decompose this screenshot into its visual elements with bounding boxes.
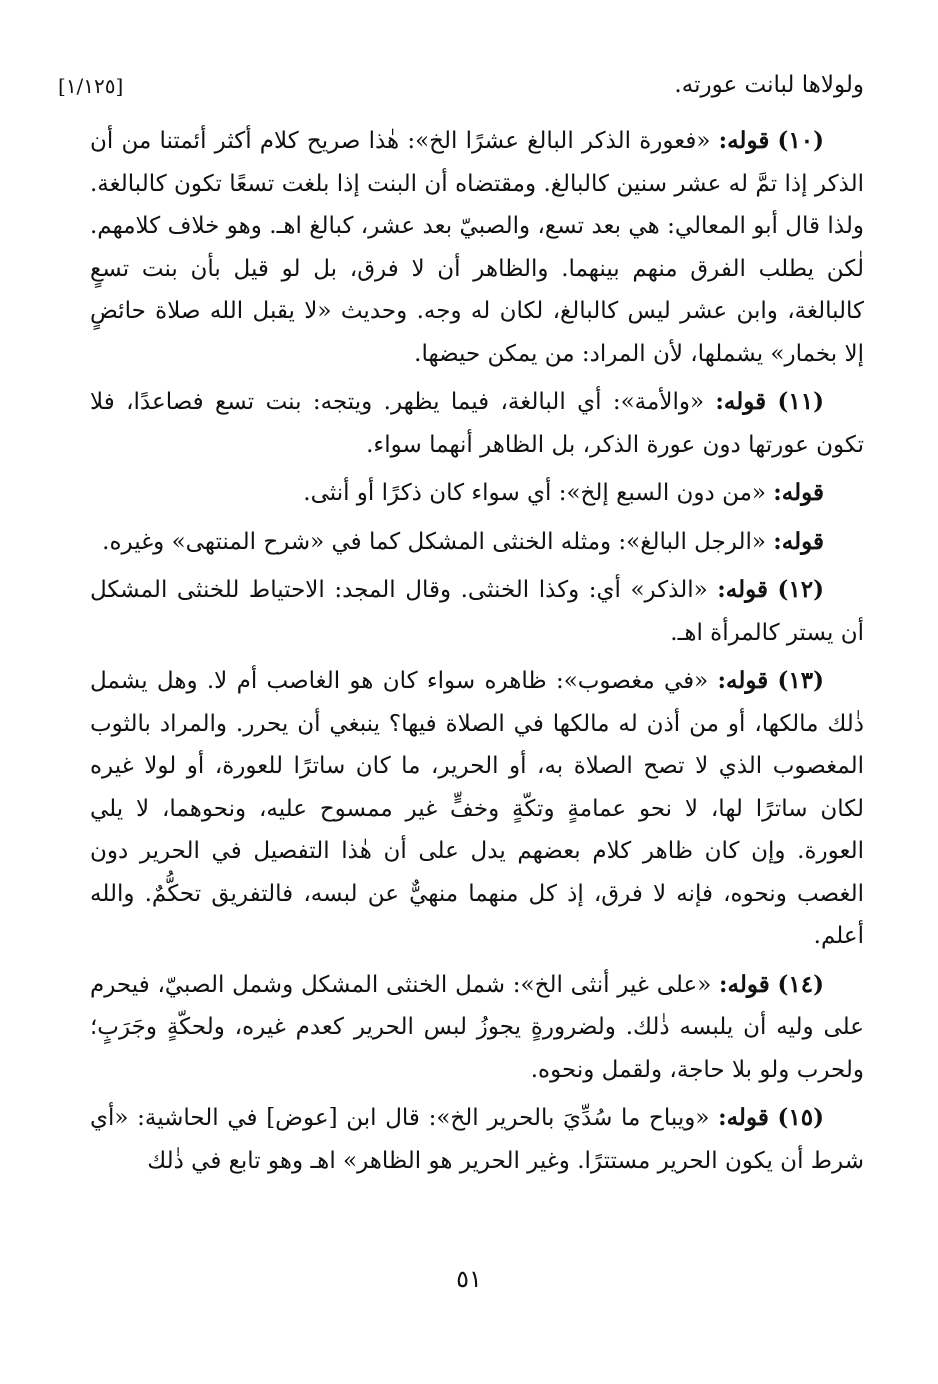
running-text: ولولاها لبانت عورته. (674, 72, 864, 98)
note-number: (١١) (777, 388, 825, 415)
note-number: (١٢) (777, 576, 825, 603)
paragraph-14 (90, 964, 864, 1092)
note-keyword: قوله: (715, 388, 767, 415)
paragraph-text: «والأمة»: أي البالغة، فيما يظهر. ويتجه: بنت تسع فصاعدًا، فلا تكون عورتها دون عورة الذكر، بل الظاهر أنهما سواء. (90, 389, 864, 458)
paragraph-11b (90, 472, 864, 515)
page-number: ٥١ (456, 1265, 482, 1293)
note-keyword: قوله: (718, 127, 770, 154)
paragraph-text: «فعورة الذكر البالغ عشرًا الخ»: هٰذا صريح كلام أكثر أئمتنا من أن الذكر إذا تمَّ له عشر سنين كالبالغ. ومقتضاه أن البنت إذا بلغت تسعًا تكون كالبالغة. ولذا قال أبو المعالي: هي بعد تسع، والصبيّ بعد عشر، كبالغ اهـ. وهو خلاف كلامهم. لٰكن يطلب الفرق منهم بينهما. والظاهر أن لا فرق، بل لو قيل بأن بنت تسعٍ كالبالغة، وابن عشر ليس كالبالغ، لكان له وجه. وحديث «لا يقبل الله صلاة حائضٍ إلا بخمار» يشملها، لأن المراد: من يمكن حيضها. (90, 128, 864, 367)
note-keyword: قوله: (773, 479, 824, 506)
note-number: (١٥) (777, 1104, 824, 1131)
paragraph-text: «في مغصوب»: ظاهره سواء كان هو الغاصب أم لا. وهل يشمل ذٰلك مالكها، أو من أذن له مالكها في الصلاة فيها؟ ينبغي أن يحرر. والمراد بالثوب المغصوب الذي لا تصح الصلاة به، أو الحرير، ما كان ساترًا للعورة، أو لولا غيره لكان ساترًا لها، لا نحو عمامةٍ وتكّةٍ وخفٍّ غير ممسوح عليه، ونحوهما، لا يلي العورة. وإن كان ظاهر كلام بعضهم يدل على أن هٰذا التفصيل في الحرير دون الغصب ونحوه، فإنه لا فرق، إذ كل منهما منهيٌّ عن لبسه، فالتفريق تحكُّمٌ. والله أعلم. (90, 668, 864, 949)
page-footer (0, 1265, 938, 1293)
note-keyword: قوله: (717, 667, 769, 694)
page-header (58, 72, 864, 112)
paragraph-text: «ويباح ما سُدِّيَ بالحرير الخ»: قال ابن [عوض] في الحاشية: «أي شرط أن يكون الحرير مستترًا. وغير الحرير هو الظاهر» اهـ وهو تابع في ذٰلك (90, 1105, 864, 1174)
page-reference: [١/١٢٥] (58, 74, 124, 98)
paragraph-15 (90, 1097, 864, 1182)
paragraph-text: «الرجل البالغ»: ومثله الخنثى المشكل كما في «شرح المنتهى» وغيره. (102, 528, 766, 555)
note-number: (١٤) (777, 970, 825, 998)
note-number: (١٠) (777, 127, 825, 154)
paragraph-text: «على غير أنثى الخ»: شمل الخنثى المشكل وشمل الصبيّ، فيحرم على وليه أن يلبسه ذٰلك. ولضرورةٍ يجوزُ لبس الحرير كعدم غيره، ولحكّةٍ وجَرَبٍ؛ ولحرب ولو بلا حاجة، ولقمل ونحوه. (90, 971, 864, 1083)
paragraph-10 (90, 120, 864, 375)
paragraph-11c (90, 521, 864, 564)
commentary-body (90, 120, 864, 1188)
note-keyword: قوله: (718, 1104, 769, 1131)
note-keyword: قوله: (773, 527, 824, 555)
paragraph-12 (90, 569, 864, 654)
paragraph-13 (90, 660, 864, 958)
paragraph-11 (90, 381, 864, 466)
note-keyword: قوله: (717, 576, 768, 603)
note-number: (١٣) (777, 667, 825, 694)
paragraph-text: «الذكر» أي: وكذا الخنثى. وقال المجد: الاحتياط للخنثى المشكل أن يستر كالمرأة اهـ. (90, 577, 864, 646)
paragraph-text: «من دون السبع إلخ»: أي سواء كان ذكرًا أو أنثى. (303, 480, 766, 506)
note-keyword: قوله: (719, 970, 770, 998)
